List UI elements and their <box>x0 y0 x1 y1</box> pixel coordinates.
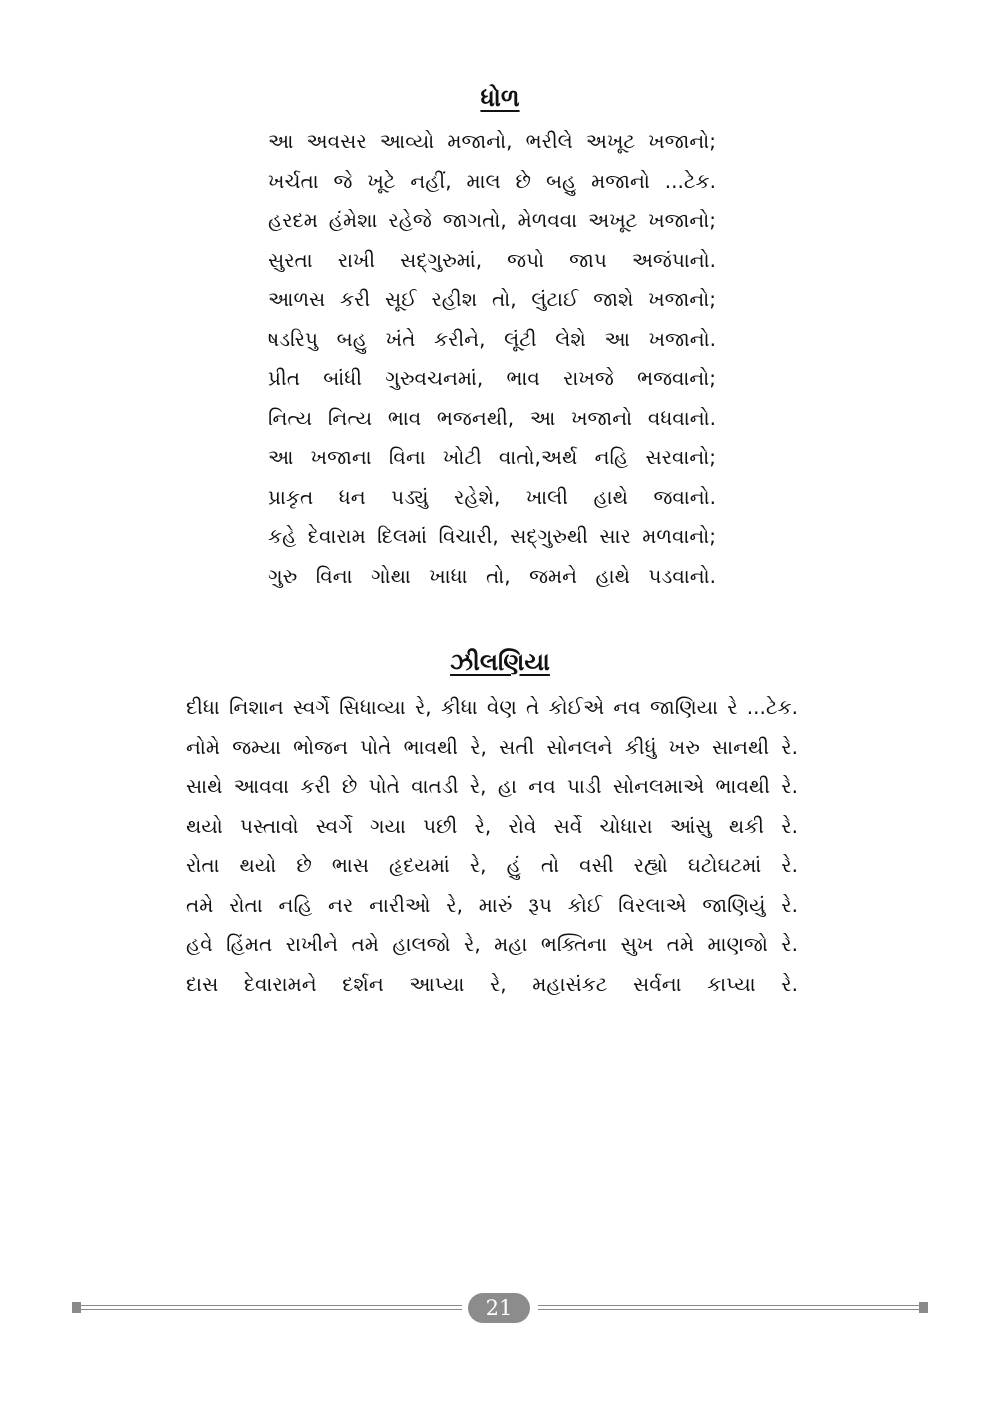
footer-rule-right <box>538 1305 920 1310</box>
poem-line: આળસ કરી સૂઈ રહીશ તો, લુંટાઈ જાશે ખજાનો; <box>268 287 716 311</box>
poem-line: ગુરુ વિના ગોથા ખાધા તો, જમને હાથે પડવાનો. <box>268 563 716 588</box>
poem-line: કહે દેવારામ દિલમાં વિચારી, સદ્‌ગુરુથી સાર મળવાનો; <box>268 524 716 548</box>
poem-line: રોતા થયો છે ભાસ હૃદયમાં રે, હું તો વસી રહ્યો ઘટોઘટમાં રે. <box>186 853 798 877</box>
poem-line: આ ખજાના વિના ખોટી વાતો,અર્થ નહિ સરવાનો; <box>268 445 716 469</box>
page-footer <box>72 1293 928 1323</box>
poem-line: આ અવસર આવ્યો મજાનો, ભરીલે અખૂટ ખજાનો; <box>268 129 716 153</box>
section-title-dhol: ધોળ <box>480 84 520 112</box>
footer-rule-left <box>80 1305 462 1310</box>
poem-line: પ્રીત બાંધી ગુરુવચનમાં, ભાવ રાખજે ભજવાનો; <box>268 366 716 390</box>
footer-rule-cap <box>919 1302 928 1313</box>
poem-line: તમે રોતા નહિ નર નારીઓ રે, મારું રૂપ કોઈ વિરલાએ જાણિયું રે. <box>186 892 798 917</box>
page-number-badge: 21 <box>468 1293 530 1323</box>
poem-line: ખર્ચતા જે ખૂટે નહીં, માલ છે બહુ મજાનો ...ટેક. <box>268 168 716 193</box>
poem-line: હવે હિંમત રાખીને તમે હાલજો રે, મહા ભક્તિના સુખ તમે માણજો રે. <box>186 932 798 956</box>
poem-line: પ્રાકૃત ધન પડ્યું રહેશે, ખાલી હાથે જવાનો. <box>268 484 716 509</box>
poem-line: દીધા નિશાન સ્વર્ગે સિધાવ્યા રે, કીધા વેણ તે કોઈએ નવ જાણિયા રે ...ટેક. <box>186 695 798 719</box>
poem-dhol <box>268 122 716 596</box>
poem-line: સુરતા રાખી સદ્‌ગુરુમાં, જપો જાપ અજંપાનો. <box>268 247 716 272</box>
poem-line: દાસ દેવારામને દર્શન આપ્યા રે, મહાસંકટ સર્વના કાપ્યા રે. <box>186 971 798 996</box>
poem-jhilaniya <box>186 688 798 1004</box>
poem-line: નિત્ય નિત્ય ભાવ ભજનથી, આ ખજાનો વધવાનો. <box>268 405 716 430</box>
section-title-jhilaniya: ઝીલણિયા <box>450 648 550 676</box>
poem-line: હરદમ હંમેશા રહેજે જાગતો, મેળવવા અખૂટ ખજાનો; <box>268 208 716 232</box>
poem-line: થયો પસ્તાવો સ્વર્ગે ગયા પછી રે, રોવે સર્વે ચોધારા આંસુ થકી રે. <box>186 813 798 838</box>
poem-line: નોમે જમ્યા ભોજન પોતે ભાવથી રે, સતી સોનલને કીધું ખરુ સાનથી રે. <box>186 734 798 759</box>
poem-line: સાથે આવવા કરી છે પોતે વાતડી રે, હા નવ પાડી સોનલમાએ ભાવથી રે. <box>186 774 798 798</box>
poem-line: ષડરિપુ બહુ ખંતે કરીને, લૂંટી લેશે આ ખજાનો. <box>268 326 716 351</box>
